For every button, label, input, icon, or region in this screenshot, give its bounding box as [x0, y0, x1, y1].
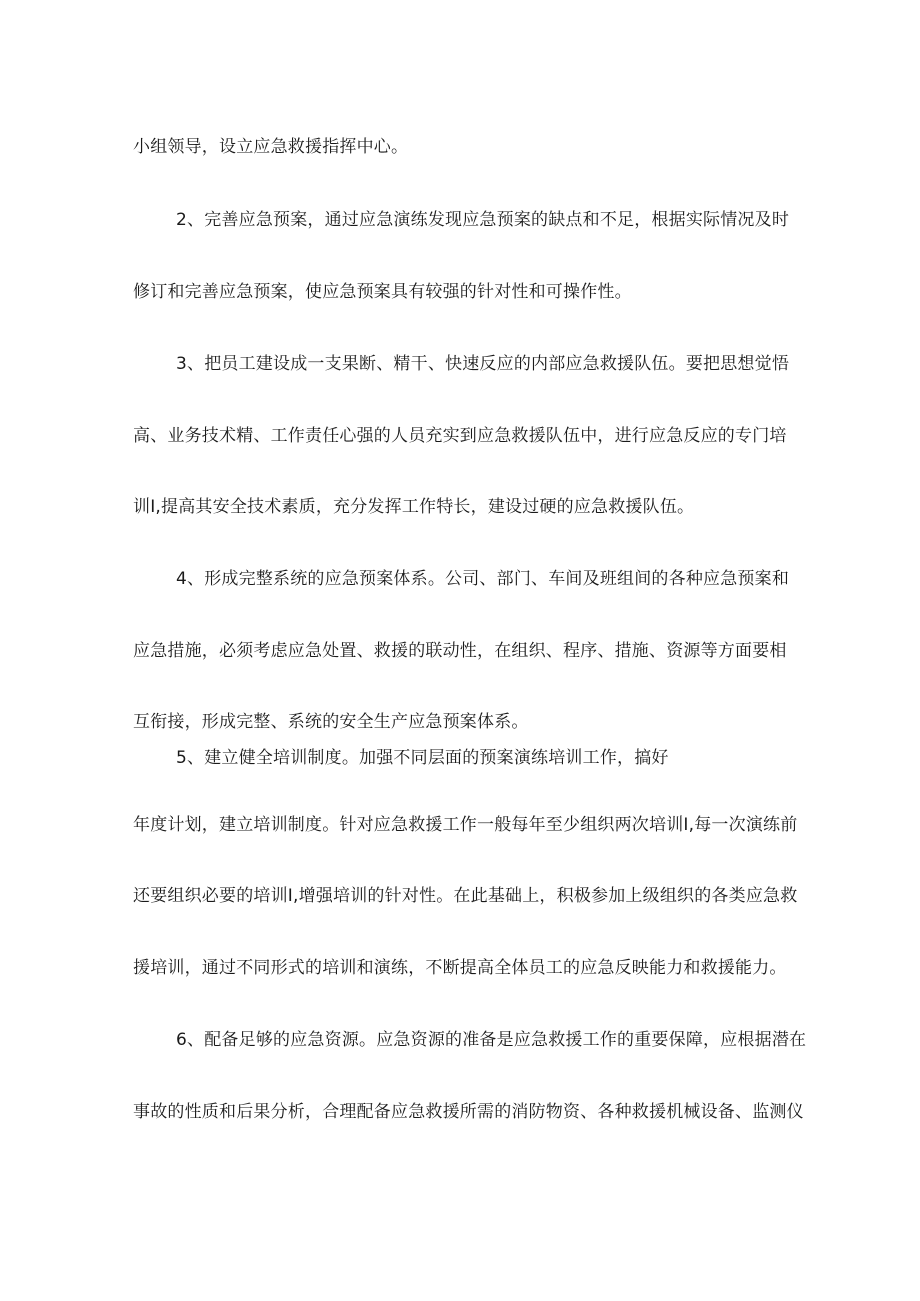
paragraph-5-line-3: 还要组织必要的培训I,增强培训的针对性。在此基础上，积极参加上级组织的各类应急救 — [133, 886, 798, 906]
paragraph-5-line-1: 5、建立健全培训制度。加强不同层面的预案演练培训工作，搞好 — [176, 748, 669, 768]
paragraph-5-line-4: 援培训，通过不同形式的培训和演练，不断提高全体员工的应急反映能力和救援能力。 — [133, 958, 787, 978]
paragraph-4-line-1: 4、形成完整系统的应急预案体系。公司、部门、车间及班组间的各种应急预案和 — [176, 569, 790, 589]
paragraph-6-line-2: 事故的性质和后果分析，合理配备应急救援所需的消防物资、各种救援机械设备、监测仪 — [133, 1102, 804, 1122]
paragraph-5-line-2: 年度计划，建立培训制度。针对应急救援工作一般每年至少组织两次培训I,每一次演练前 — [133, 815, 798, 835]
paragraph-4-line-2: 应急措施，必须考虑应急处置、救援的联动性，在组织、程序、措施、资源等方面要相 — [133, 641, 787, 661]
paragraph-3-line-3: 训I,提高其安全技术素质，充分发挥工作特长，建设过硬的应急救援队伍。 — [133, 497, 695, 517]
text-line-1: 小组领导，设立应急救援指挥中心。 — [133, 137, 409, 157]
paragraph-2-line-2: 修订和完善应急预案，使应急预案具有较强的针对性和可操作性。 — [133, 282, 632, 302]
paragraph-2-line-1: 2、完善应急预案，通过应急演练发现应急预案的缺点和不足，根据实际情况及时 — [176, 210, 790, 230]
paragraph-3-line-2: 高、业务技术精、工作责任心强的人员充实到应急救援队伍中，进行应急反应的专门培 — [133, 426, 787, 446]
paragraph-4-line-3: 互衔接，形成完整、系统的安全生产应急预案体系。 — [133, 712, 529, 732]
paragraph-6-line-1: 6、配备足够的应急资源。应急资源的准备是应急救援工作的重要保障，应根据潜在 — [176, 1030, 807, 1050]
paragraph-3-line-1: 3、把员工建设成一支果断、精干、快速反应的内部应急救援队伍。要把思想觉悟 — [176, 354, 790, 374]
